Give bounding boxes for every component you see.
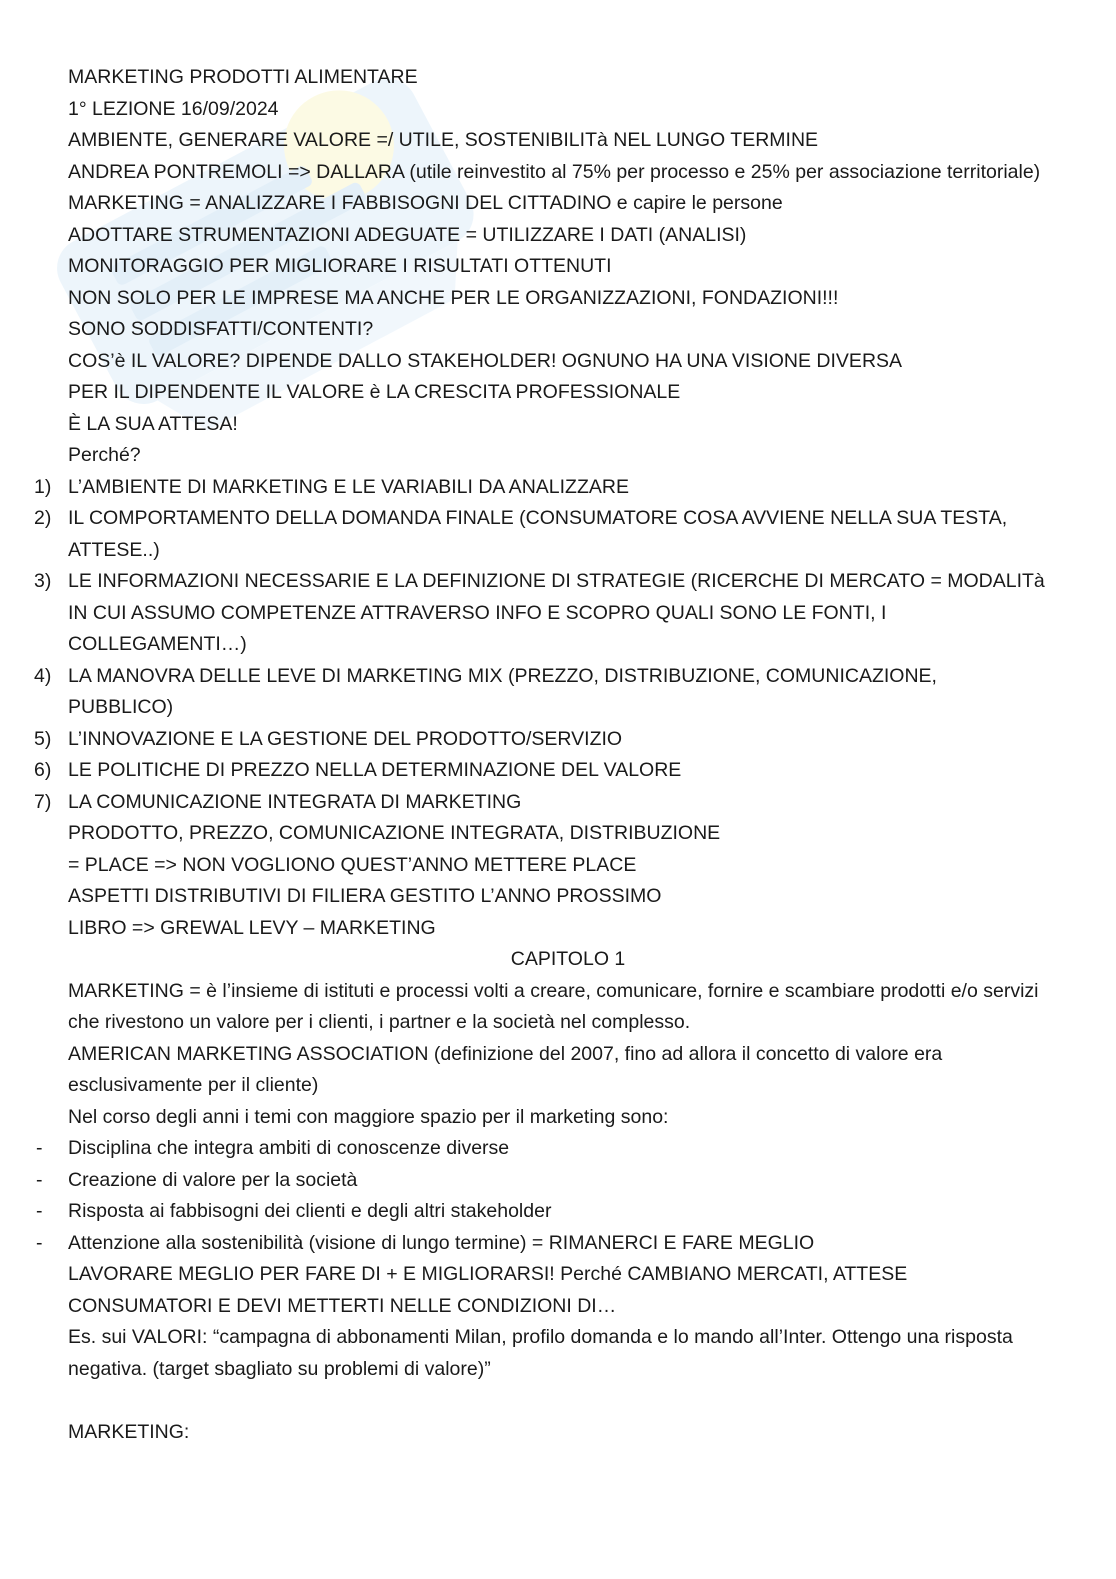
lesson-date: 1° LEZIONE 16/09/2024 bbox=[68, 97, 279, 120]
topic-text: LA COMUNICAZIONE INTEGRATA DI MARKETING bbox=[68, 790, 522, 813]
blank-line bbox=[0, 1385, 1116, 1417]
intro-line: MARKETING = ANALIZZARE I FABBISOGNI DEL CITTADINO e capire le persone bbox=[68, 192, 783, 214]
closing-heading: MARKETING: bbox=[68, 1420, 190, 1443]
example-paragraph: Es. sui VALORI: “campagna di abbonamenti Milan, profilo domanda e lo mando all’Inter. Ottengo una risposta negativa. (target sbagliato su problemi di valore)” bbox=[68, 1326, 1013, 1380]
intro-line: ADOTTARE STRUMENTAZIONI ADEGUATE = UTILIZZARE I DATI (ANALISI) bbox=[68, 223, 747, 246]
theme-text: Attenzione alla sostenibilità (visione di lungo termine) = RIMANERCI E FARE MEGLIO bbox=[68, 1231, 815, 1254]
topic-item bbox=[0, 787, 1116, 819]
topic-item bbox=[0, 724, 1116, 756]
improve-paragraph: LAVORARE MEGLIO PER FARE DI + E MIGLIORARSI! Perché CAMBIANO MERCATI, ATTESE CONSUMATORI E DEVI METTERTI NELLE CONDIZIONI DI… bbox=[68, 1263, 908, 1317]
topic-text: L’AMBIENTE DI MARKETING E LE VARIABILI DA ANALIZZARE bbox=[68, 475, 629, 498]
themes-intro: Nel corso degli anni i temi con maggiore spazio per il marketing sono: bbox=[68, 1105, 669, 1128]
intro-line: SONO SODDISFATTI/CONTENTI? bbox=[68, 318, 374, 340]
topic-item bbox=[0, 661, 1116, 724]
topic-number: 7) bbox=[34, 790, 52, 813]
theme-item bbox=[0, 1133, 1116, 1165]
topic-item bbox=[0, 566, 1116, 661]
topic-number: 1) bbox=[34, 475, 52, 498]
document-page bbox=[0, 62, 1116, 1448]
chapter-title: CAPITOLO 1 bbox=[510, 948, 626, 970]
intro-line: AMBIENTE, GENERARE VALORE =/ UTILE, SOSTENIBILITà NEL LUNGO TERMINE bbox=[68, 129, 819, 151]
intro-line: NON SOLO PER LE IMPRESE MA ANCHE PER LE ORGANIZZAZIONI, FONDAZIONI!!! bbox=[68, 286, 839, 309]
ama-paragraph: AMERICAN MARKETING ASSOCIATION (definizione del 2007, fino ad allora il concetto di valore era esclusivamente per il cliente) bbox=[68, 1042, 943, 1096]
theme-item bbox=[0, 1196, 1116, 1228]
intro-line: Perché? bbox=[68, 444, 141, 466]
bullet-dash: - bbox=[36, 1137, 43, 1159]
intro-line: MONITORAGGIO PER MIGLIORARE I RISULTATI OTTENUTI bbox=[68, 255, 612, 277]
bullet-dash: - bbox=[36, 1231, 43, 1254]
topic-number: 5) bbox=[34, 727, 52, 750]
topic-item bbox=[0, 755, 1116, 787]
topic-text: LE POLITICHE DI PREZZO NELLA DETERMINAZIONE DEL VALORE bbox=[68, 759, 682, 781]
note-line: LIBRO => GREWAL LEVY – MARKETING bbox=[68, 916, 436, 939]
intro-line: È LA SUA ATTESA! bbox=[68, 412, 238, 435]
bullet-dash: - bbox=[36, 1168, 43, 1191]
topic-item bbox=[0, 472, 1116, 504]
theme-item bbox=[0, 1165, 1116, 1197]
bullet-dash: - bbox=[36, 1200, 43, 1222]
topic-number: 6) bbox=[34, 759, 52, 781]
topic-number: 2) bbox=[34, 507, 52, 529]
topic-item bbox=[0, 503, 1116, 566]
topic-text: L’INNOVAZIONE E LA GESTIONE DEL PRODOTTO/SERVIZIO bbox=[68, 727, 623, 750]
topic-text: IL COMPORTAMENTO DELLA DOMANDA FINALE (CONSUMATORE COSA AVVIENE NELLA SUA TESTA, ATTESE..) bbox=[68, 507, 1008, 561]
definition-paragraph: MARKETING = è l’insieme di istituti e processi volti a creare, comunicare, fornire e scambiare prodotti e/o servizi che rivestono un valore per i clienti, i partner e la società nel complesso. bbox=[68, 979, 1039, 1033]
theme-item bbox=[0, 1228, 1116, 1260]
note-line: ASPETTI DISTRIBUTIVI DI FILIERA GESTITO L’ANNO PROSSIMO bbox=[68, 885, 662, 907]
theme-text: Risposta ai fabbisogni dei clienti e degli altri stakeholder bbox=[68, 1200, 552, 1222]
chapter-heading bbox=[0, 944, 1116, 976]
topic-number: 4) bbox=[34, 664, 52, 687]
intro-line: ANDREA PONTREMOLI => DALLARA (utile reinvestito al 75% per processo e 25% per associazione territoriale) bbox=[68, 160, 1041, 183]
note-line: PRODOTTO, PREZZO, COMUNICAZIONE INTEGRATA, DISTRIBUZIONE bbox=[68, 822, 721, 844]
theme-text: Creazione di valore per la società bbox=[68, 1168, 358, 1191]
topic-number: 3) bbox=[34, 570, 52, 592]
topic-text: LA MANOVRA DELLE LEVE DI MARKETING MIX (PREZZO, DISTRIBUZIONE, COMUNICAZIONE, PUBBLICO) bbox=[68, 664, 937, 718]
doc-title: MARKETING PRODOTTI ALIMENTARE bbox=[68, 66, 418, 88]
theme-text: Disciplina che integra ambiti di conoscenze diverse bbox=[68, 1137, 510, 1159]
intro-line: COS’è IL VALORE? DIPENDE DALLO STAKEHOLDER! OGNUNO HA UNA VISIONE DIVERSA bbox=[68, 349, 903, 372]
intro-line: PER IL DIPENDENTE IL VALORE è LA CRESCITA PROFESSIONALE bbox=[68, 381, 681, 403]
note-line: = PLACE => NON VOGLIONO QUEST’ANNO METTERE PLACE bbox=[68, 853, 637, 876]
topic-text: LE INFORMAZIONI NECESSARIE E LA DEFINIZIONE DI STRATEGIE (RICERCHE DI MERCATO = MODALITà IN CUI ASSUMO COMPETENZE ATTRAVERSO INFO E SCOPRO QUALI SONO LE FONTI, I COLLEGAMENTI…) bbox=[68, 570, 1045, 655]
